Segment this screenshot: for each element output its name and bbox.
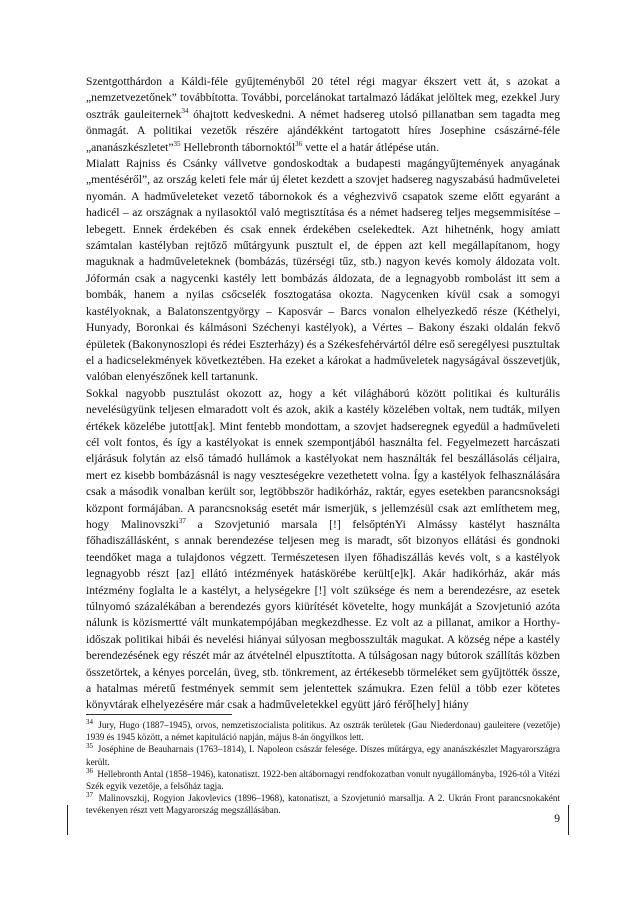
footnote-text: Jury, Hugo (1887–1945), orvos, nemzetiszocialista politikus. Az osztrák területek (Gau Niederdonau) gauleitere (vezetője) 1939 és 1945 között, a német kapituláció napján, május 8-án öngyilkos lett. — [86, 720, 561, 743]
paragraph-2: Mialatt Rajniss és Csánky vállvetve gondoskodtak a budapesti magángyűjtemények anyagának „mentéséről”, az ország keleti fele már új életet kezdett a szovjet hadsereg nagyszabású hadműveletei nyomán. A hadműveleteket vezető tábornokok és a véghezvivő csapatok szeme előtt egyaránt a hadicél – az országnak a nyilasoktól való megtisztítása és a német hadsereg teljes megsemmisítése – lebegett. Ennek érdekében és csak ennek érdekében cselekedtek. Azt hihetnénk, hogy amiatt számtalan kastélyban rejtőző műtárgyunk pusztult el, de éppen azt kell megállapítanom, hogy maguknak a hadműveleteknek (bombázás, tüzérségi tűz, stb.) nagyon kevés komoly áldozata volt. Jóformán csak a nagycenki kastély lett bombázás áldozata, de a legnagyobb rombolást itt sem a bombák, hanem a nyilas csőcselék fosztogatása okozta. Nagycenken kívül csak a somogyi kastélyoknak, a Balatonszentgyörgy – Kaposvár – Barcs vonalon elhelyezkedő része (Kéthelyi, Hunyady, Boronkai és kálmásoni Széchenyi kastélyok), a Vértes – Bakony északi oldalán fekvő épületek (Bakonynoszlopi és rédei Eszterházy) és a Székesfehérvártól délre eső seregélyesi pusztultak el a hadicselekmények következtében. Ha ezeket a károkat a hadműveletek nagyságával összevetjük, valóban elenyészőnek kell tartanunk. — [86, 157, 560, 384]
footnote-divider — [86, 714, 232, 715]
footnote-text: Joséphine de Beauharnais (1763–1814), I. Napoleon császár felesége. Díszes műtárgya, egy ananászkészlet Magyarországra került. — [86, 744, 560, 767]
footnote-ref-35[interactable]: 35 — [173, 139, 181, 148]
footnote-text: Malinovszkij, Rogyion Jakovlevics (1896–1968), katonatiszt, a Szovjetunió marsallja. A 2. Ukrán Front parancsnokaként tevékenyen részt vett Magyarország megszállásában. — [86, 793, 560, 816]
footnote-number: 35 — [86, 742, 93, 751]
footnote-34 — [86, 719, 560, 743]
footnote-35 — [86, 743, 560, 767]
footnotes — [86, 719, 560, 817]
footnote-36 — [86, 768, 560, 792]
footnote-ref-36[interactable]: 36 — [295, 139, 303, 148]
footnote-ref-34[interactable]: 34 — [181, 106, 189, 115]
paragraph-1: Szentgotthárdon a Káldi-féle gyűjteményből 20 tétel régi magyar ékszert vett át, s azokat a „nemzetvezetőnek” továbbította. További, porcelánokat tartalmazó ládákat jelöltek meg, ezekkel Jury osztrák gauleiternek$^{34}$ óhajtott kedveskedni. A német hadsereg utolsó pillanatban sem tagadta meg önmagát. A politikai vezetők részére ajándékként tartogatott híres Josephine császárné-féle „ananászkészletet”$^{35}$ Hellebronth tábornoktól$^{36}$ vette el a határ átlépése után. — [86, 75, 560, 154]
footnote-ref-37[interactable]: 37 — [178, 517, 186, 526]
footnote-37 — [86, 792, 560, 816]
crop-mark-right — [568, 805, 569, 835]
body-text — [86, 74, 560, 714]
footnote-number: 34 — [86, 717, 93, 726]
page-number: 9 — [554, 812, 560, 825]
footnote-text: Hellebronth Antal (1858–1946), katonatiszt. 1922-ben altábornagyi rendfokozatban vonult nyugállományba, 1926-tól a Vitézi Szék egyik vezetője, a felsőház tagja. — [86, 768, 561, 792]
footnote-number: 36 — [86, 766, 93, 775]
footnote-number: 37 — [86, 791, 93, 800]
paragraph-3: Sokkal nagyobb pusztulást okozott az, hogy a két világháború között politikai és kulturális nevelésügyünk teljesen elmaradott volt és azok, akik a kastély közelében voltak, nem tudták, milyen értékek közelébe jutott[ak]. Mint fentebb mondottam, a szovjet hadseregnek egyedül a hadműveleti cél volt fontos, és így a kastélyokat is ennek szempontjából használta fel. Fegyelmezett harcászati eljárásuk folytán az első támadó hullámok a kastélyokat nem használták fel beszállásolás céljaira, mert ez kisebb bombázásnál is nagy veszteségekre vezethetett volna. Így a kastélyok felhasználására csak a második vonalban került sor, legtöbbször hadikórház, raktár, egyes esetekben parancsnoksági központ formájában. A parancsnokság esetét már ismerjük, s jellemzésül csak azt említhetem meg, hogy Malinovszki$^{37}$ a Szovjetunió marsala [!] felsőpténYi Almássy kastélyt használta főhadiszállásként, s annak berendezése teljesen meg is maradt, sőt bizonyos ellátási és gondnoki teendőket maga a tulajdonos végzett. Természetesen ilyen főhadiszállás kevés volt, s a kastélyok legnagyobb részt [az] ellátó intézmények hatáskörébe került[e]k]. Akár hadikórház, akár más intézmény foglalta le a kastélyt, a helységekre [!] volt szüksége és nem a berendezésre, az esetek túlnyomó százalékában a berendezés gyors kiürítését követelte, hogy munkáját a Szovjetunió azóta nálunk is közismertté vált munkatempójában megkezdhesse. Ez volt az a pillanat, amikor a Horthy-időszak politikai hibái és nevelési hiányai súlyosan megbosszulták magukat. A község népe a kastély berendezésének egy részét már az átvételnél elpusztította. A túlságosan nagy bútorok szállítás közben összetörtek, a kényes porcelán, üveg, stb. tönkrement, az értékesebb törmeléket sem gyűjtötték össze, a hatalmas méretű festmények semmit sem jelentettek számukra. Ezen felül a több ezer kötetes könyvtárak elhelyezésére már csak a hadműveletekkel együtt járó férő[hely] hiány — [86, 386, 560, 712]
crop-mark-left — [67, 805, 68, 835]
